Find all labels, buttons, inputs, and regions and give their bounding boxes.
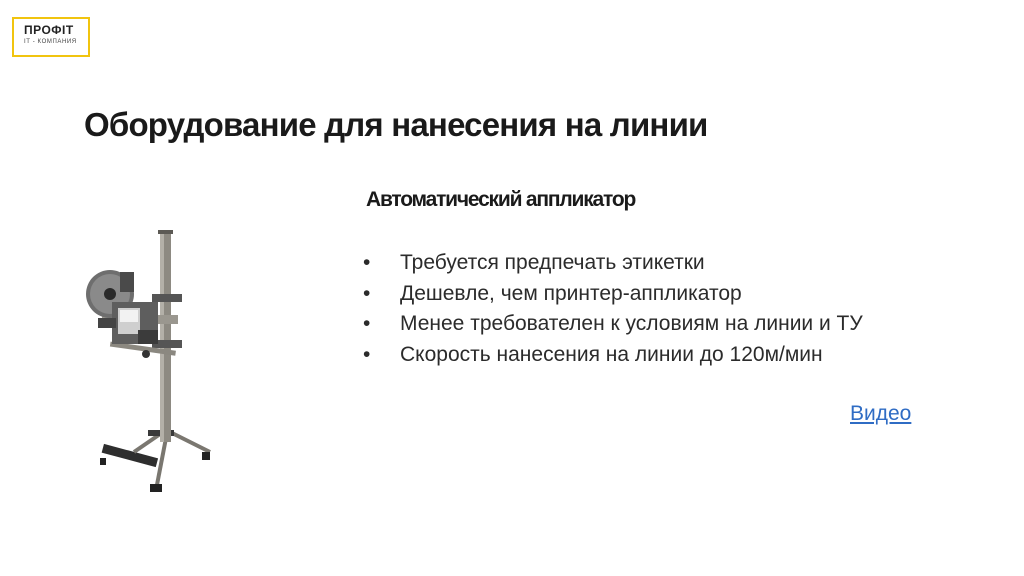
- slide-title: Оборудование для нанесения на линии: [84, 106, 708, 143]
- video-link[interactable]: Видео: [850, 402, 912, 425]
- bullet-icon: •: [363, 342, 371, 366]
- list-item-text: Требуется предпечать этикетки: [400, 251, 705, 274]
- list-item: [360, 279, 863, 310]
- feature-list: [360, 248, 863, 370]
- logo-main-text: ПРОФІТ: [24, 23, 74, 37]
- list-item: [360, 248, 863, 279]
- logo-sub-text: IT - КОМПАНИЯ: [24, 39, 77, 45]
- list-item-text: Дешевле, чем принтер-аппликатор: [400, 281, 742, 305]
- bullet-icon: •: [363, 251, 371, 274]
- company-logo: [12, 17, 90, 57]
- label-applicator-illustration: [82, 222, 222, 502]
- list-item-text: Скорость нанесения на линии до 120м/мин: [400, 342, 823, 366]
- slide-subtitle: Автоматический аппликатор: [366, 188, 636, 211]
- bullet-icon: •: [363, 312, 371, 335]
- list-item: [360, 340, 863, 371]
- list-item-text: Менее требователен к условиям на линии и ТУ: [400, 312, 863, 335]
- list-item: [360, 309, 863, 340]
- bullet-icon: •: [363, 281, 371, 305]
